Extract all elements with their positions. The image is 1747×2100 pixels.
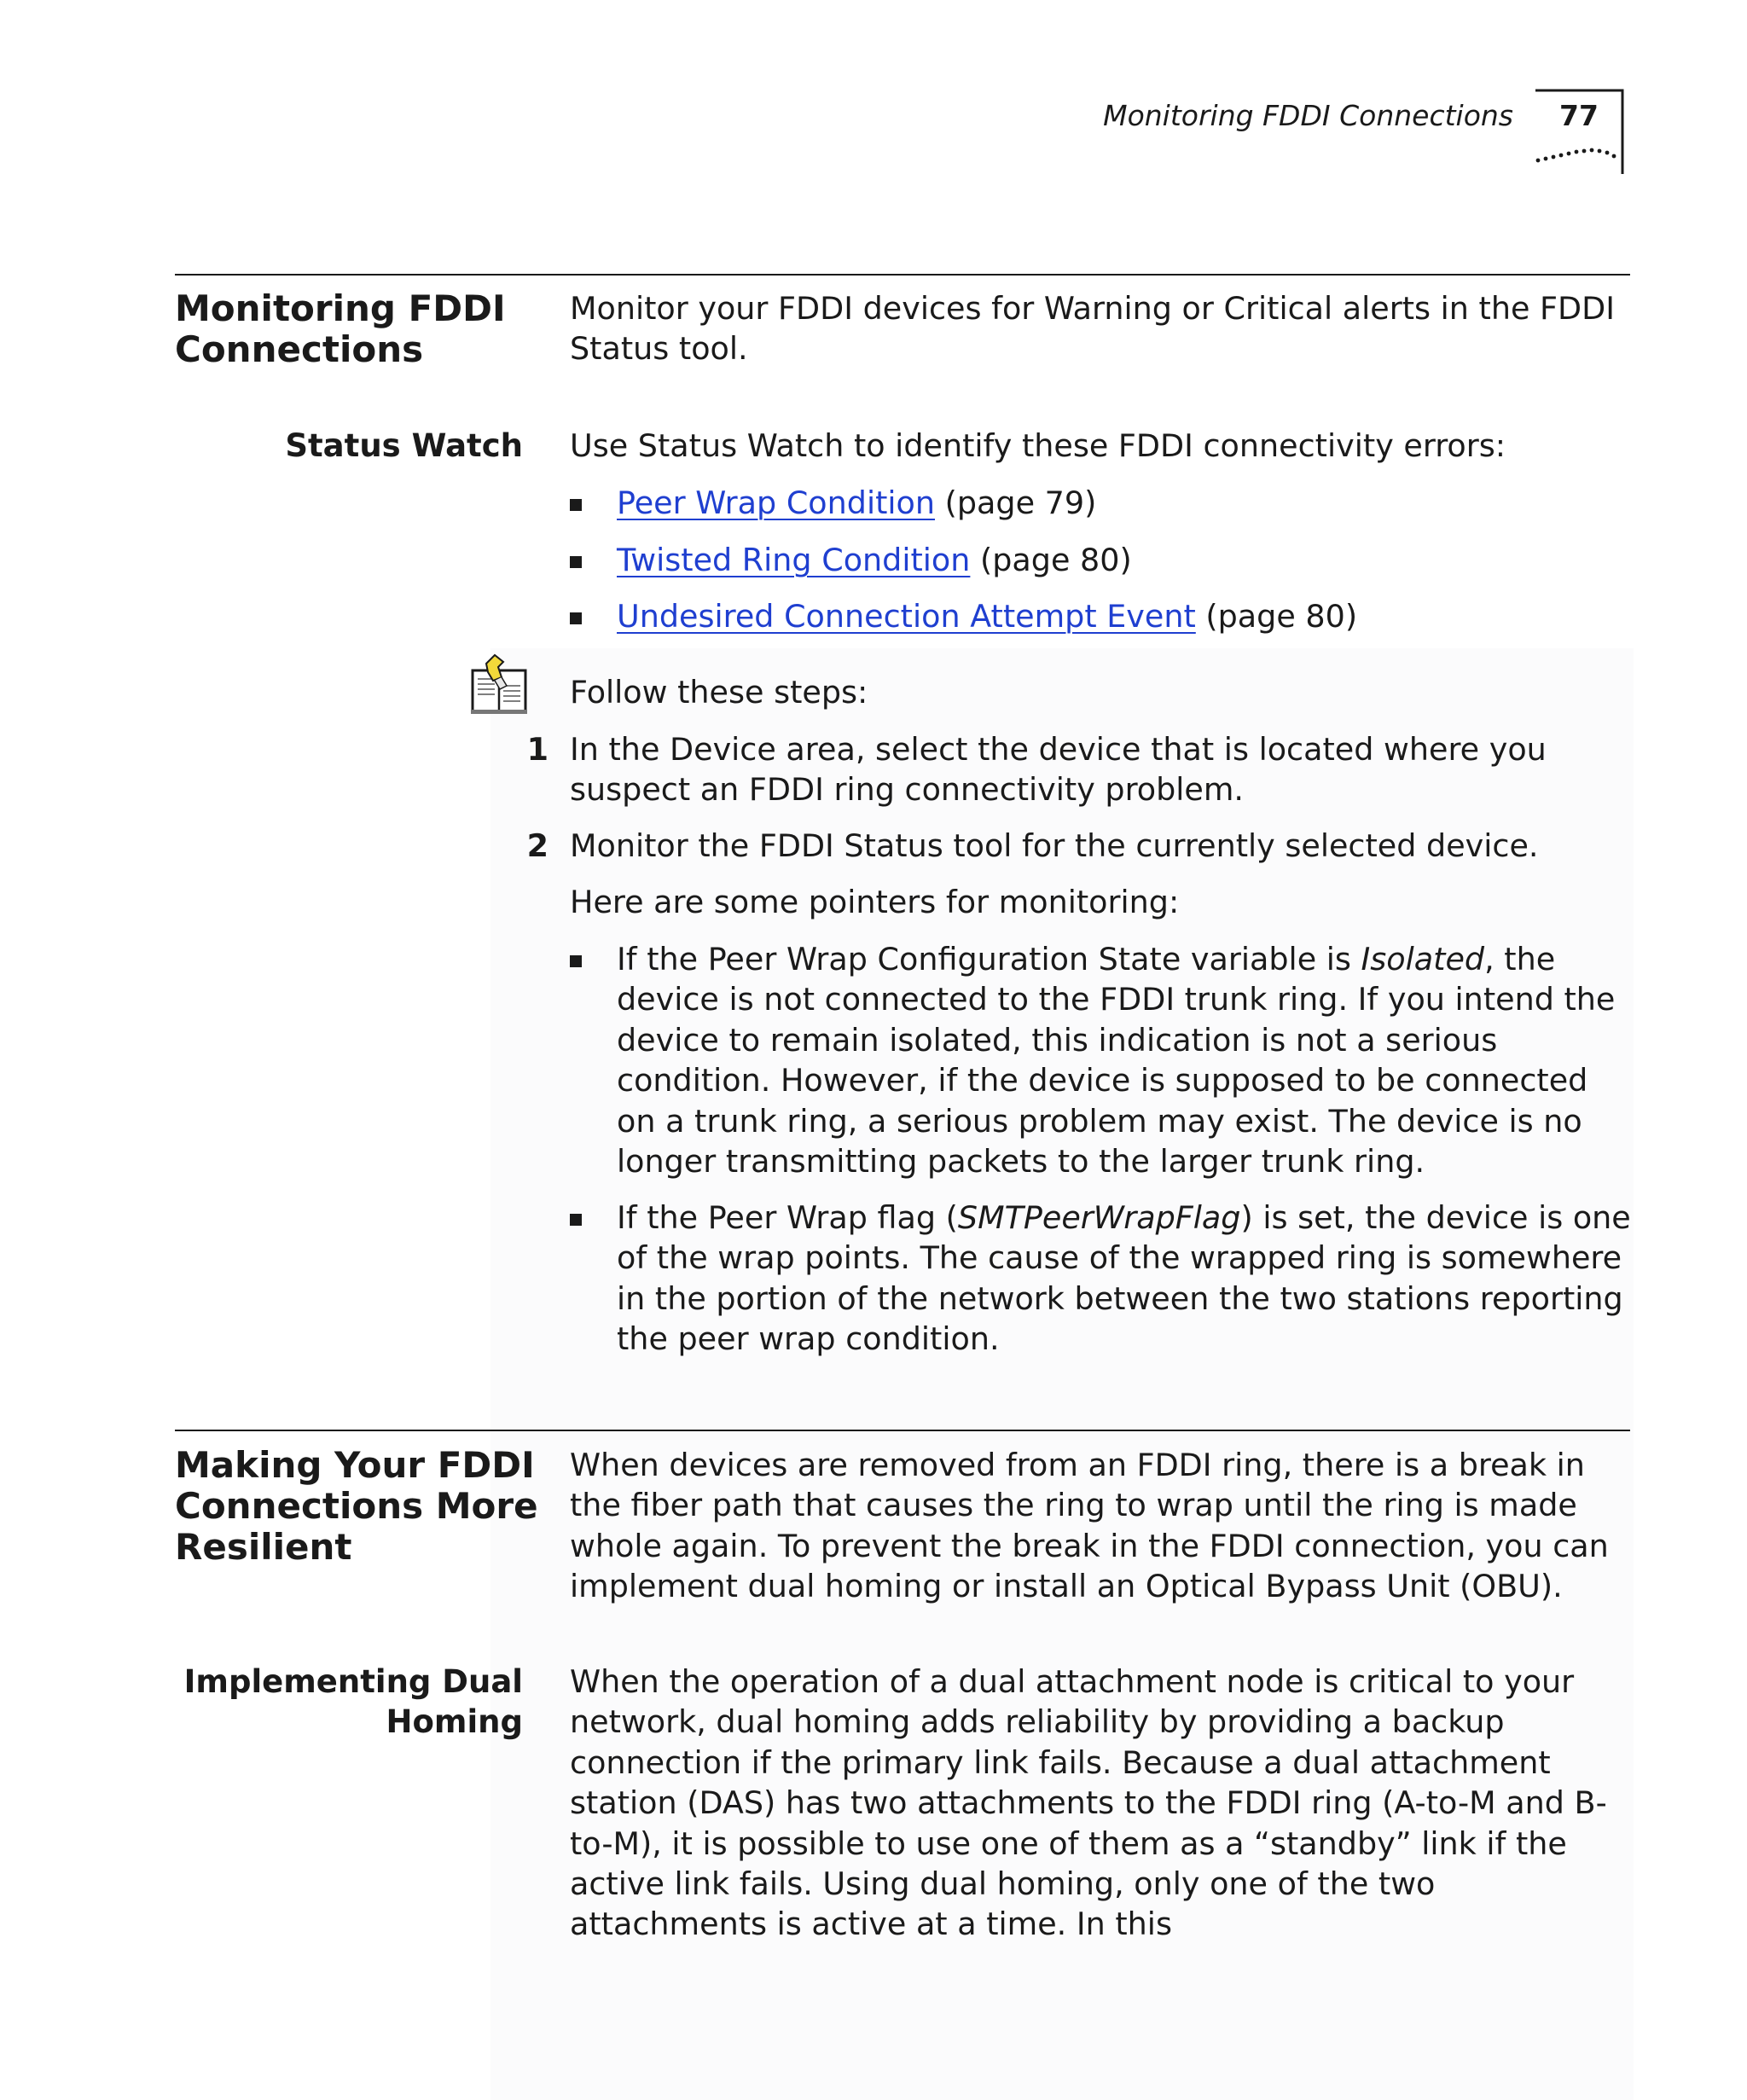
step-number: 1 bbox=[526, 731, 548, 768]
bullet bbox=[570, 612, 582, 624]
section-intro-resilient: When devices are removed from an FDDI ring, there is a break in the fiber path that causes the ring to wrap until the ring is made whole again. To prevent the break in the FDDI connection, you can implement dual homing or install an Optical Bypass Unit (OBU). bbox=[570, 1447, 1609, 1605]
subsection-title-status-watch: Status Watch bbox=[285, 427, 523, 464]
section-intro-monitoring: Monitor your FDDI devices for Warning or Critical alerts in the FDDI Status tool. bbox=[570, 290, 1616, 368]
steps-intro: Follow these steps: bbox=[570, 674, 868, 711]
link-peer-wrap-condition[interactable]: Peer Wrap Condition bbox=[617, 484, 936, 521]
dual-homing-text: When the operation of a dual attachment node is critical to your network, dual homing adds reliability by providing a backup connection if the primary link fails. Because a dual attachment station (DAS) has two attachments to the FDDI ring (A-to-M and B-to-M), it is possible to use one of them as a “standby” link if the active link fails. Using dual homing, only one of the two attachments is active at a time. In this bbox=[570, 1663, 1607, 1943]
step-text: Monitor the FDDI Status tool for the currently selected device. bbox=[570, 827, 1539, 864]
page-reference: (page 80) bbox=[1195, 598, 1358, 635]
running-header-title: Monitoring FDDI Connections bbox=[1103, 99, 1513, 132]
page-reference: (page 80) bbox=[970, 542, 1132, 578]
list-item bbox=[617, 596, 1357, 636]
list-item bbox=[617, 540, 1132, 580]
step-text: In the Device area, select the device that is located where you suspect an FDDI ring connectivity problem. bbox=[570, 731, 1547, 809]
page-number: 77 bbox=[1559, 99, 1599, 132]
section-title-line: Making Your FDDI bbox=[175, 1444, 535, 1486]
bullet bbox=[570, 1214, 582, 1226]
bullet bbox=[570, 955, 582, 967]
subsection-title-line: Homing bbox=[386, 1703, 523, 1740]
bullet bbox=[570, 556, 582, 568]
section-title-line: Connections More bbox=[175, 1485, 538, 1527]
page-corner-decoration bbox=[1527, 85, 1629, 179]
status-watch-intro: Use Status Watch to identify these FDDI connectivity errors: bbox=[570, 427, 1506, 464]
procedure-book-icon bbox=[469, 652, 531, 716]
pointer-emphasis: SMTPeerWrapFlag bbox=[957, 1199, 1241, 1236]
page-reference: (page 79) bbox=[935, 484, 1097, 521]
subsection-title-dual-homing bbox=[175, 1662, 523, 1742]
pointer-text: If the Peer Wrap flag ( bbox=[617, 1199, 958, 1236]
pointer-text: If the Peer Wrap Configuration State variable is bbox=[617, 941, 1361, 977]
subsection-title-line: Implementing Dual bbox=[183, 1663, 523, 1700]
link-twisted-ring-condition[interactable]: Twisted Ring Condition bbox=[617, 542, 971, 578]
pointer-text: ) is set, the device is one of the wrap points. The cause of the wrapped ring is somewhere in the portion of the network between the two stations reporting the peer wrap condition. bbox=[617, 1199, 1631, 1358]
list-item bbox=[617, 483, 1096, 523]
step-number: 2 bbox=[526, 827, 548, 864]
bullet bbox=[570, 499, 582, 511]
link-undesired-connection-attempt-event[interactable]: Undesired Connection Attempt Event bbox=[617, 598, 1196, 635]
section-divider bbox=[175, 1430, 1630, 1431]
section-title-resilient bbox=[175, 1445, 542, 1568]
pointer-text: , the device is not connected to the FDDI trunk ring. If you intend the device to remain isolated, this indication is not a serious condition. However, if the device is supposed to be connected on a trunk ring, a serious problem may exist. The device is no longer transmitting packets to the larger trunk ring. bbox=[617, 941, 1616, 1181]
section-title-line: Connections bbox=[175, 328, 424, 370]
pointer-emphasis: Isolated bbox=[1361, 941, 1485, 977]
section-title-monitoring bbox=[175, 288, 542, 370]
section-title-line: Monitoring FDDI bbox=[175, 287, 506, 329]
section-divider bbox=[175, 274, 1630, 276]
pointer-item bbox=[617, 1198, 1632, 1360]
pointer-item bbox=[617, 939, 1632, 1181]
pointers-intro: Here are some pointers for monitoring: bbox=[570, 884, 1180, 920]
section-title-line: Resilient bbox=[175, 1526, 352, 1568]
